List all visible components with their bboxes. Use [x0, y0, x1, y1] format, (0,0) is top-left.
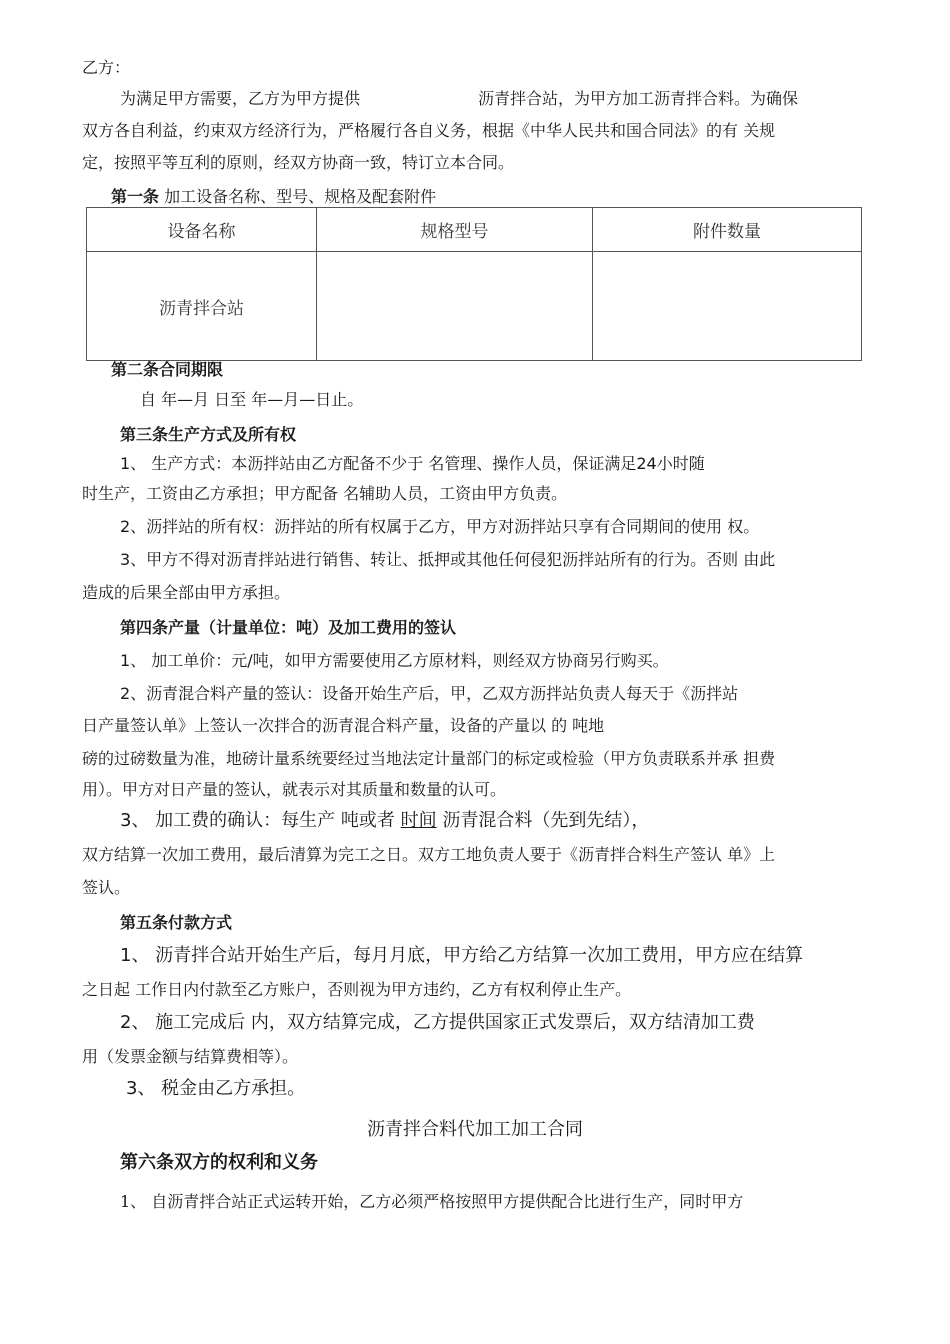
article-6-line-1: 1、 自沥青拌合站正式运转开始，乙方必须严格按照甲方提供配合比进行生产，同时甲方 — [120, 1192, 744, 1211]
article-4-line-7: 双方结算一次加工费用，最后清算为完工之日。双方工地负责人要于《沥青拌合料生产签认 单》上 — [82, 845, 776, 864]
article-2-title: 第二条合同期限 — [111, 360, 224, 379]
article-4-line-5: 用）。甲方对日产量的签认，就表示对其质量和数量的认可。 — [82, 780, 507, 799]
article-2-text: 自 年—月 日至 年—月—日止。 — [140, 390, 364, 409]
intro-line-1a: 为满足甲方需要，乙方为甲方提供 — [120, 89, 361, 108]
article-1-title: 加工设备名称、型号、规格及配套附件 — [164, 187, 437, 206]
article-4-line-1: 1、 加工单价：元/吨，如甲方需要使用乙方原材料，则经双方协商另行购买。 — [120, 651, 669, 670]
article-3-title: 第三条生产方式及所有权 — [120, 425, 297, 444]
header-equipment-name: 设备名称 — [87, 208, 317, 252]
article-5-line-5: 3、 税金由乙方承担。 — [126, 1078, 306, 1099]
article-1-heading — [111, 187, 436, 207]
article-5-title: 第五条付款方式 — [120, 913, 233, 932]
intro-line-3: 定，按照平等互利的原则，经双方协商一致，特订立本合同。 — [82, 153, 515, 172]
article-4-line-3: 日产量签认单》上签认一次拌合的沥青混合料产量，设备的产量以 的 吨地 — [82, 716, 605, 735]
equipment-table-header — [87, 208, 862, 252]
party-b-label: 乙方： — [82, 58, 131, 77]
cell-equipment-name: 沥青拌合站 — [87, 252, 317, 361]
article-5-line-4: 用（发票金额与结算费相等）。 — [82, 1047, 299, 1066]
equipment-table — [86, 207, 862, 361]
article-4-line-8: 签认。 — [82, 878, 131, 897]
article-4-line-4: 磅的过磅数量为准，地磅计量系统要经过当地法定计量部门的标定或检验（甲方负责联系并承 担费 — [82, 749, 776, 768]
article-5-line-1: 1、 沥青拌合站开始生产后，每月月底，甲方给乙方结算一次加工费用，甲方应在结算 — [120, 945, 804, 966]
article-4-line-6a: 3、 加工费的确认：每生产 吨或者 — [120, 810, 395, 831]
article-4-line-6b: 沥青混合料（先到先结）， — [442, 810, 650, 831]
intro-line-1b: 沥青拌合站，为甲方加工沥青拌合料。为确保 — [478, 89, 799, 108]
article-4-title: 第四条产量（计量单位：吨）及加工费用的签认 — [120, 618, 457, 637]
cell-accessory-qty — [593, 252, 862, 361]
article-3-line-5: 造成的后果全部由甲方承担。 — [82, 583, 291, 602]
header-model-spec: 规格型号 — [317, 208, 593, 252]
document-title: 沥青拌合料代加工加工合同 — [367, 1119, 583, 1140]
article-3-line-4: 3、甲方不得对沥青拌站进行销售、转让、抵押或其他任何侵犯沥拌站所有的行为。否则 由此 — [120, 550, 776, 569]
article-5-line-3: 2、 施工完成后 内，双方结算完成，乙方提供国家正式发票后，双方结清加工费 — [120, 1012, 755, 1033]
table-row — [87, 252, 862, 361]
intro-line-2: 双方各自利益，约束双方经济行为，严格履行各自义务，根据《中华人民共和国合同法》的有 关规 — [82, 121, 776, 140]
article-1-number: 第一条 — [111, 187, 160, 206]
article-4-line-2: 2、沥青混合料产量的签认：设备开始生产后，甲，乙双方沥拌站负责人每天于《沥拌站 — [120, 684, 739, 703]
article-3-line-3: 2、沥拌站的所有权：沥拌站的所有权属于乙方，甲方对沥拌站只享有合同期间的使用 权。 — [120, 517, 760, 536]
article-3-line-2: 时生产，工资由乙方承担；甲方配备 名辅助人员，工资由甲方负责。 — [82, 484, 568, 503]
article-4-time-underlined: 时间 — [400, 810, 437, 831]
cell-model-spec — [317, 252, 593, 361]
article-5-line-2: 之日起 工作日内付款至乙方账户，否则视为甲方违约，乙方有权利停止生产。 — [82, 980, 632, 999]
article-6-title: 第六条双方的权利和义务 — [120, 1152, 318, 1173]
article-4-line-6 — [120, 811, 649, 831]
header-accessory-qty: 附件数量 — [593, 208, 862, 252]
article-3-line-1: 1、 生产方式：本沥拌站由乙方配备不少于 名管理、操作人员，保证满足24小时随 — [120, 454, 705, 473]
